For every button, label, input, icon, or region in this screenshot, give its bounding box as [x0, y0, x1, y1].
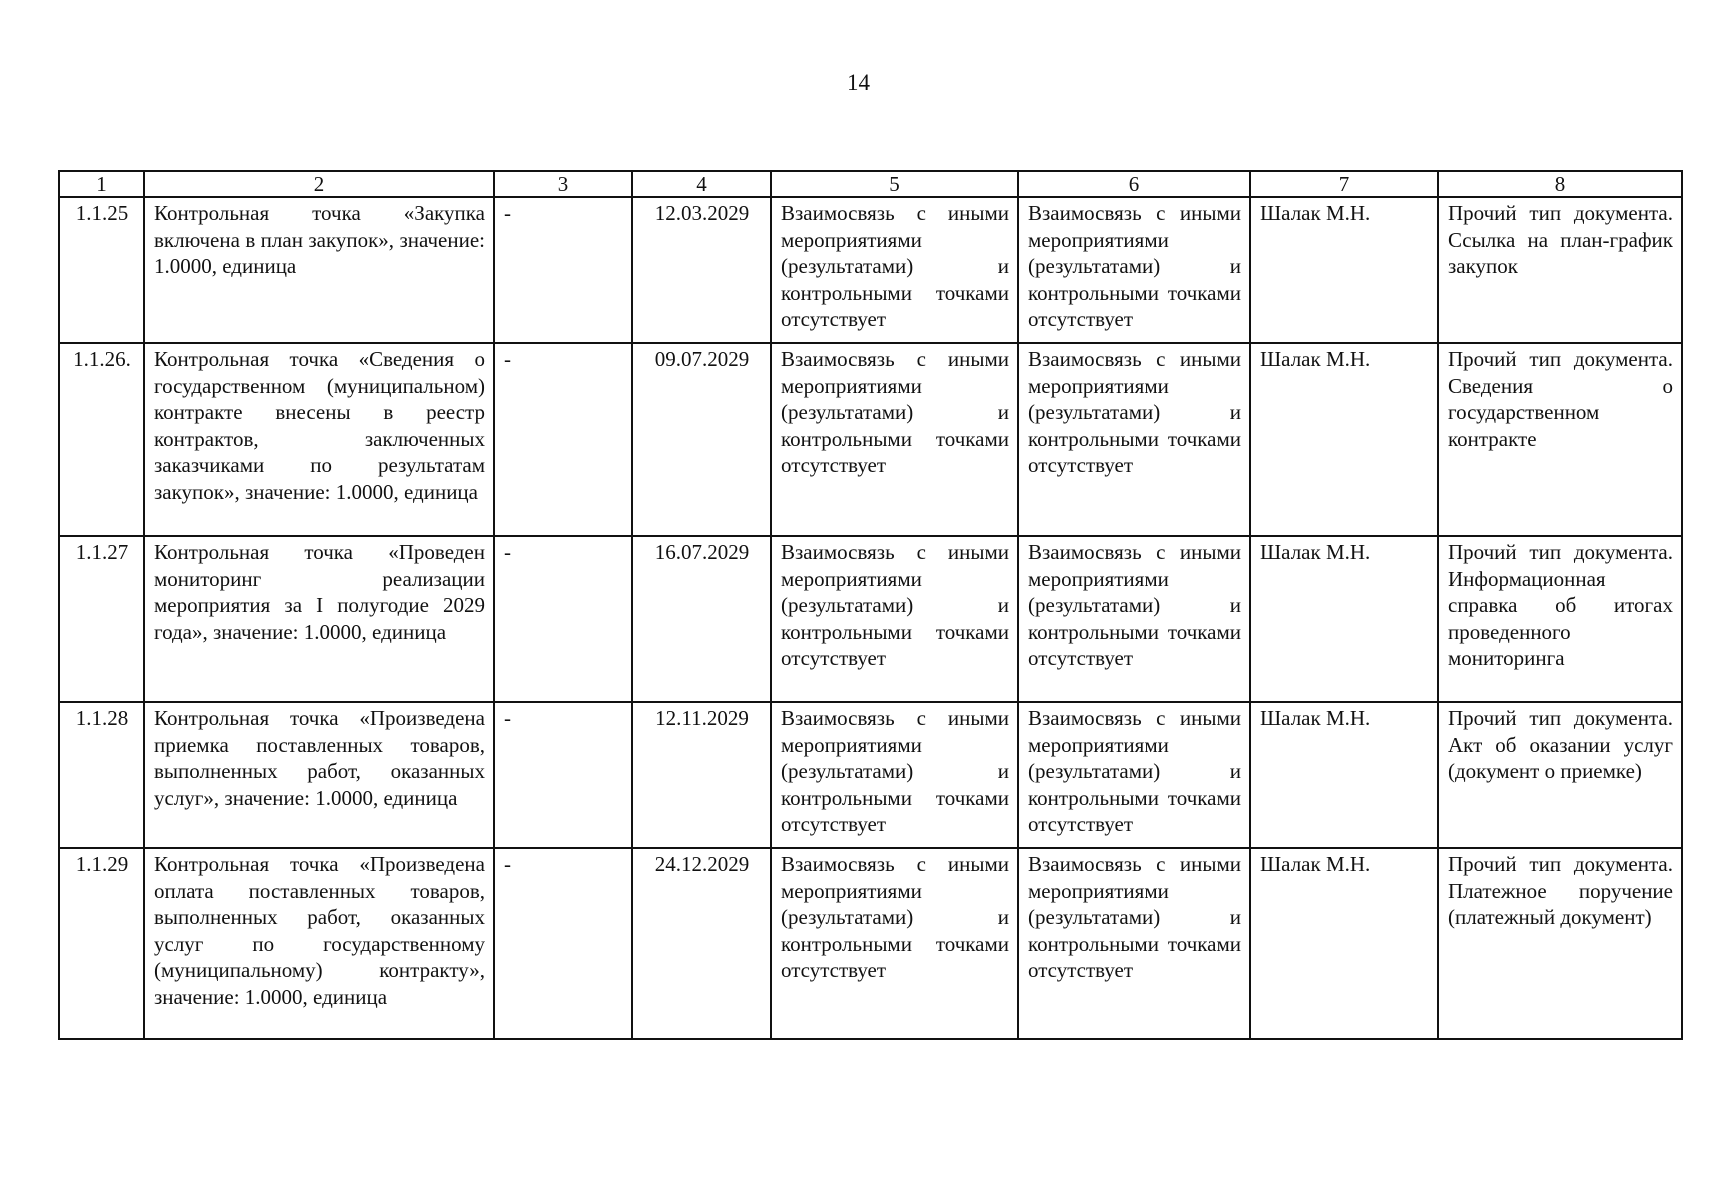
due-date: 24.12.2029 [632, 848, 771, 1039]
responsible-person: Шалак М.Н. [1250, 343, 1438, 536]
table-row [59, 197, 1682, 343]
relation-cell: Взаимосвязь с иными мероприятиями (результатами) и контрольными точками отсутствует [771, 197, 1018, 343]
control-point-name: Контрольная точка «Произведена оплата поставленных товаров, выполненных работ, оказанных услуг по государственному (муниципальному) контракту», значение: 1.0000, единица [144, 848, 494, 1039]
table-row [59, 702, 1682, 848]
column-header: 1 [59, 171, 144, 197]
responsible-person: Шалак М.Н. [1250, 848, 1438, 1039]
document-type: Прочий тип документа. Ссылка на план-график закупок [1438, 197, 1682, 343]
control-point-name: Контрольная точка «Произведена приемка поставленных товаров, выполненных работ, оказанных услуг», значение: 1.0000, единица [144, 702, 494, 848]
relation-cell: Взаимосвязь с иными мероприятиями (результатами) и контрольными точками отсутствует [771, 343, 1018, 536]
row-number: 1.1.25 [59, 197, 144, 343]
relation-cell: Взаимосвязь с иными мероприятиями (результатами) и контрольными точками отсутствует [1018, 343, 1250, 536]
due-date: 16.07.2029 [632, 536, 771, 702]
due-date: 12.11.2029 [632, 702, 771, 848]
predecessor-cell: - [494, 197, 632, 343]
predecessor-cell: - [494, 848, 632, 1039]
predecessor-cell: - [494, 702, 632, 848]
document-type: Прочий тип документа. Сведения о государственном контракте [1438, 343, 1682, 536]
row-number: 1.1.26. [59, 343, 144, 536]
table-row [59, 536, 1682, 702]
row-number: 1.1.29 [59, 848, 144, 1039]
table-row [59, 848, 1682, 1039]
relation-cell: Взаимосвязь с иными мероприятиями (результатами) и контрольными точками отсутствует [771, 536, 1018, 702]
relation-cell: Взаимосвязь с иными мероприятиями (результатами) и контрольными точками отсутствует [771, 702, 1018, 848]
document-type: Прочий тип документа. Информационная справка об итогах проведенного мониторинга [1438, 536, 1682, 702]
column-header: 8 [1438, 171, 1682, 197]
column-header: 7 [1250, 171, 1438, 197]
predecessor-cell: - [494, 536, 632, 702]
relation-cell: Взаимосвязь с иными мероприятиями (результатами) и контрольными точками отсутствует [1018, 848, 1250, 1039]
control-points-table [58, 170, 1683, 1040]
table-row [59, 343, 1682, 536]
header-row [59, 171, 1682, 197]
predecessor-cell: - [494, 343, 632, 536]
due-date: 12.03.2029 [632, 197, 771, 343]
column-header: 4 [632, 171, 771, 197]
page-number: 14 [847, 70, 870, 95]
relation-cell: Взаимосвязь с иными мероприятиями (результатами) и контрольными точками отсутствует [771, 848, 1018, 1039]
column-header: 6 [1018, 171, 1250, 197]
column-header: 5 [771, 171, 1018, 197]
column-header: 3 [494, 171, 632, 197]
due-date: 09.07.2029 [632, 343, 771, 536]
responsible-person: Шалак М.Н. [1250, 197, 1438, 343]
document-type: Прочий тип документа. Акт об оказании услуг (документ о приемке) [1438, 702, 1682, 848]
row-number: 1.1.27 [59, 536, 144, 702]
responsible-person: Шалак М.Н. [1250, 536, 1438, 702]
relation-cell: Взаимосвязь с иными мероприятиями (результатами) и контрольными точками отсутствует [1018, 536, 1250, 702]
relation-cell: Взаимосвязь с иными мероприятиями (результатами) и контрольными точками отсутствует [1018, 197, 1250, 343]
control-point-name: Контрольная точка «Сведения о государственном (муниципальном) контракте внесены в реестр контрактов, заключенных заказчиками по результатам закупок», значение: 1.0000, единица [144, 343, 494, 536]
column-header: 2 [144, 171, 494, 197]
row-number: 1.1.28 [59, 702, 144, 848]
control-point-name: Контрольная точка «Проведен мониторинг реализации мероприятия за I полугодие 2029 года», значение: 1.0000, единица [144, 536, 494, 702]
relation-cell: Взаимосвязь с иными мероприятиями (результатами) и контрольными точками отсутствует [1018, 702, 1250, 848]
responsible-person: Шалак М.Н. [1250, 702, 1438, 848]
control-point-name: Контрольная точка «Закупка включена в план закупок», значение: 1.0000, единица [144, 197, 494, 343]
document-type: Прочий тип документа. Платежное поручение (платежный документ) [1438, 848, 1682, 1039]
